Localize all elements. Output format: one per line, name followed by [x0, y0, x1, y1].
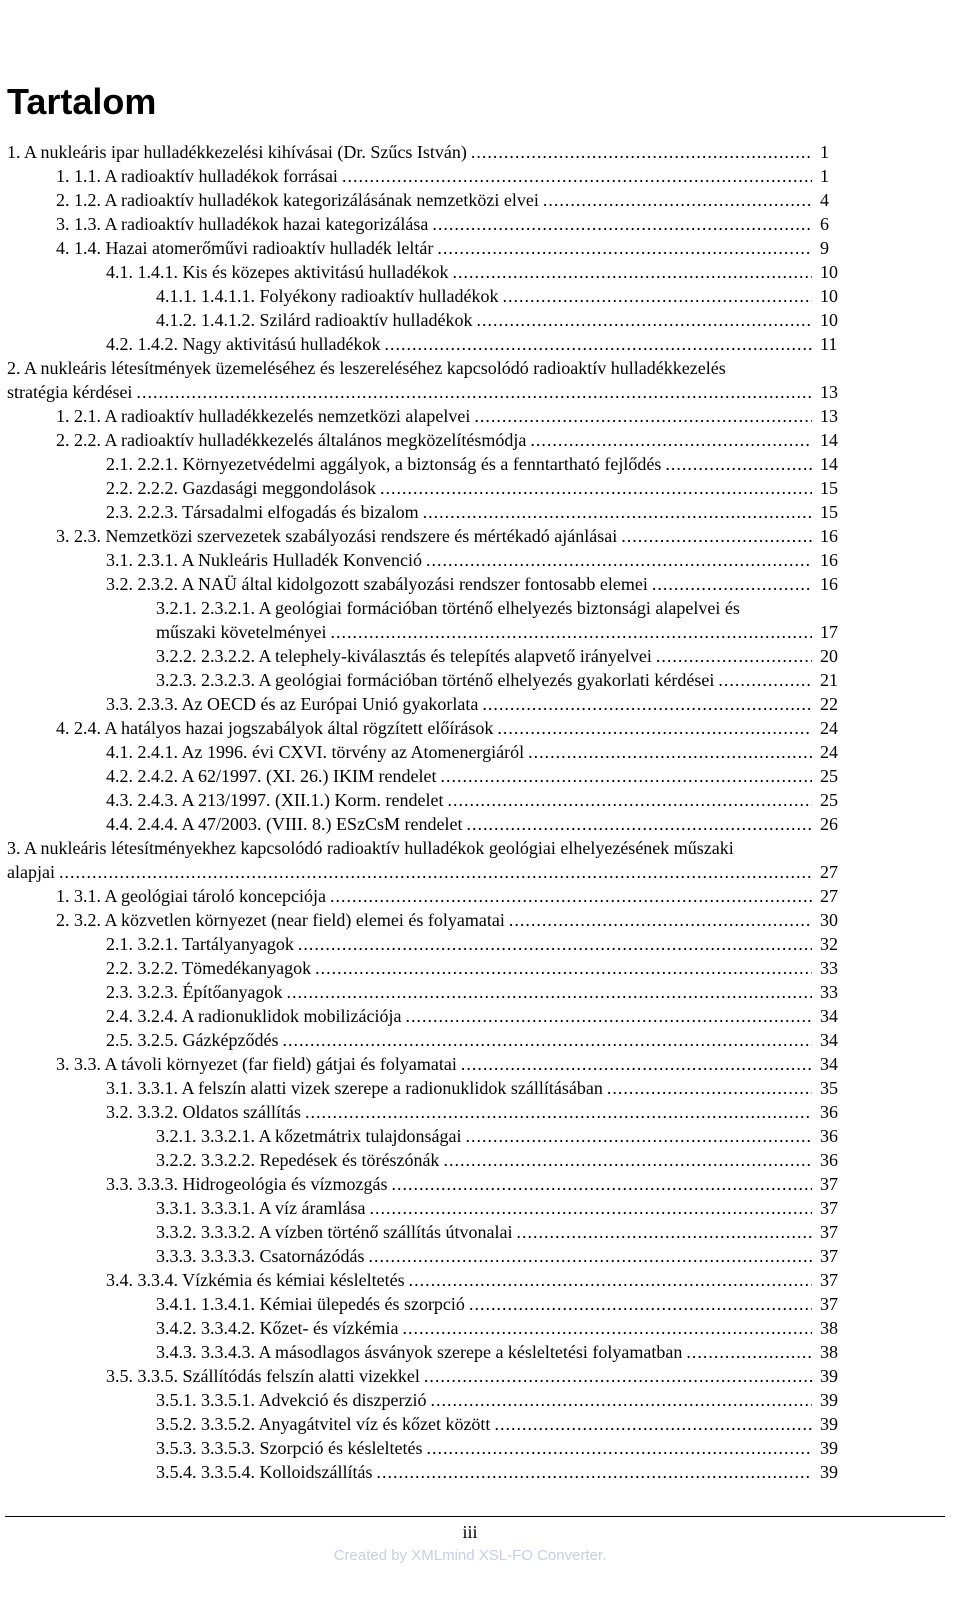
dot-leader — [528, 740, 812, 764]
toc-page-number: 10 — [820, 286, 838, 306]
footer-divider — [5, 1516, 945, 1517]
page-number: iii — [462, 1522, 478, 1542]
toc-page-number: 4 — [820, 190, 829, 210]
toc-page-number: 16 — [820, 574, 838, 594]
toc-entry-title: 2. 1.2. A radioaktív hulladékok kategorizálásának nemzetközi elvei — [56, 190, 539, 210]
page-title: Tartalom — [7, 81, 157, 122]
dot-leader — [497, 716, 812, 740]
toc-page-number: 24 — [820, 718, 838, 738]
toc-entry-title: 2.5. 3.2.5. Gázképződés — [106, 1030, 279, 1050]
toc-page-number: 33 — [820, 982, 838, 1002]
toc-entry-title: 3.5.4. 3.3.5.4. Kolloidszállítás — [156, 1462, 373, 1482]
toc-entry[interactable] — [156, 1124, 846, 1148]
dot-leader — [509, 908, 812, 932]
toc-entry-title: 3.1. 3.3.1. A felszín alatti vizek szerepe a radionuklidok szállításában — [106, 1078, 603, 1098]
dot-leader — [447, 788, 812, 812]
toc-entry[interactable] — [106, 1100, 846, 1124]
toc-page-number: 35 — [820, 1078, 838, 1098]
toc-entry-title: 3.1. 2.3.1. A Nukleáris Hulladék Konvenció — [106, 550, 422, 570]
toc-entry-title: 3.2.2. 3.3.2.2. Repedések és törészónák — [156, 1150, 440, 1170]
toc-entry[interactable] — [56, 164, 846, 188]
toc-entry-title: 2.3. 2.2.3. Társadalmi elfogadás és bizalom — [106, 502, 419, 522]
toc-page-number: 14 — [820, 430, 838, 450]
toc-page-number: 14 — [820, 454, 838, 474]
toc-entry[interactable] — [106, 572, 846, 596]
dot-leader — [380, 476, 812, 500]
toc-entry-title: 3.4.1. 1.3.4.1. Kémiai ülepedés és szorpció — [156, 1294, 465, 1314]
toc-page-number: 37 — [820, 1246, 838, 1266]
dot-leader — [376, 1460, 812, 1484]
toc-page-number: 11 — [820, 334, 838, 354]
toc-entry[interactable] — [56, 428, 846, 452]
dot-leader — [423, 500, 812, 524]
toc-entry-title: 3.5.2. 3.3.5.2. Anyagátvitel víz és kőzet között — [156, 1414, 491, 1434]
toc-page-number: 27 — [820, 862, 838, 882]
toc-entry[interactable] — [106, 1268, 846, 1292]
toc-entry-title: 3.2.1. 2.3.2.1. A geológiai formációban történő elhelyezés biztonsági alapelvei és — [156, 598, 740, 618]
dot-leader — [59, 860, 812, 884]
toc-page-number: 30 — [820, 910, 838, 930]
dot-leader — [461, 1052, 812, 1076]
converter-watermark: Created by XMLmind XSL-FO Converter. — [333, 1547, 607, 1564]
toc-entry-title: 3.4.3. 3.3.4.3. A másodlagos ásványok szerepe a késleltetési folyamatban — [156, 1342, 683, 1362]
toc-entry-title: 1. 2.1. A radioaktív hulladékkezelés nemzetközi alapelvei — [56, 406, 471, 426]
toc-entry-title: 3.3.3. 3.3.3.3. Csatornázódás — [156, 1246, 365, 1266]
toc-entry-title: 2.2. 2.2.2. Gazdasági meggondolások — [106, 478, 376, 498]
toc-entry[interactable] — [106, 740, 846, 764]
toc-page-number: 20 — [820, 646, 838, 666]
toc-entry-title: 3.3.2. 3.3.3.2. A vízben történő szállítás útvonalai — [156, 1222, 513, 1242]
toc-entry[interactable] — [106, 1028, 846, 1052]
dot-leader — [368, 1244, 812, 1268]
toc-entry-title: 3. A nukleáris létesítményekhez kapcsolódó radioaktív hulladékok geológiai elhelyezésének műszaki — [7, 838, 734, 858]
toc-entry[interactable] — [156, 1244, 846, 1268]
toc-page-number: 13 — [820, 406, 838, 426]
toc-page-number: 10 — [820, 310, 838, 330]
toc-entry-title: 1. A nukleáris ipar hulladékkezelési kihívásai (Dr. Szűcs István) — [7, 142, 467, 162]
toc-entry-title: 3.3. 3.3.3. Hidrogeológia és vízmozgás — [106, 1174, 388, 1194]
toc-entry-title: 3.4.2. 3.3.4.2. Kőzet- és vízkémia — [156, 1318, 399, 1338]
toc-entry[interactable] — [56, 236, 846, 260]
dot-leader — [465, 1124, 812, 1148]
toc-page-number: 21 — [820, 670, 838, 690]
dot-leader — [342, 164, 812, 188]
toc-page-number: 13 — [820, 382, 838, 402]
toc-page-number: 6 — [820, 214, 829, 234]
dot-leader — [305, 1100, 812, 1124]
toc-entry[interactable] — [156, 1220, 846, 1244]
toc-entry-title: 1. 3.1. A geológiai tároló koncepciója — [56, 886, 326, 906]
toc-entry-title-continuation: stratégia kérdései — [7, 382, 133, 402]
dot-leader — [443, 1148, 812, 1172]
toc-entry[interactable] — [156, 1388, 846, 1412]
dot-leader — [718, 668, 812, 692]
dot-leader — [543, 188, 812, 212]
toc-page-number: 25 — [820, 766, 838, 786]
toc-entry[interactable] — [156, 1436, 846, 1460]
toc-entry[interactable] — [106, 788, 846, 812]
toc-entry-title: 3.3.1. 3.3.3.1. A víz áramlása — [156, 1198, 366, 1218]
toc-entry[interactable] — [156, 596, 846, 644]
toc-page-number: 32 — [820, 934, 838, 954]
dot-leader — [432, 212, 812, 236]
dot-leader — [530, 428, 812, 452]
toc-entry[interactable] — [56, 908, 846, 932]
toc-page-number: 27 — [820, 886, 838, 906]
dot-leader — [409, 1268, 812, 1292]
dot-leader — [384, 332, 812, 356]
toc-entry-title: 2.2. 3.2.2. Tömedékanyagok — [106, 958, 312, 978]
toc-entry-title: 4.2. 2.4.2. A 62/1997. (XI. 26.) IKIM rendelet — [106, 766, 437, 786]
toc-entry[interactable] — [156, 284, 846, 308]
toc-entry-title: 4.2. 1.4.2. Nagy aktivitású hulladékok — [106, 334, 381, 354]
dot-leader — [607, 1076, 812, 1100]
toc-page-number: 15 — [820, 502, 838, 522]
toc-entry[interactable] — [106, 932, 846, 956]
toc-entry-title: 4.1.2. 1.4.1.2. Szilárd radioaktív hulladékok — [156, 310, 473, 330]
dot-leader — [405, 1004, 812, 1028]
dot-leader — [516, 1220, 812, 1244]
toc-entry[interactable] — [56, 404, 846, 428]
toc-entry-title: 3.5.3. 3.3.5.3. Szorpció és késleltetés — [156, 1438, 423, 1458]
toc-page-number: 34 — [820, 1030, 838, 1050]
toc-entry-title: 4. 2.4. A hatályos hazai jogszabályok által rögzített előírások — [56, 718, 494, 738]
toc-entry-title: 3. 1.3. A radioaktív hulladékok hazai kategorizálása — [56, 214, 429, 234]
toc-page-number: 15 — [820, 478, 838, 498]
toc-entry[interactable] — [56, 1052, 846, 1076]
toc-entry[interactable] — [106, 452, 846, 476]
toc-entry-title: 4.4. 2.4.4. A 47/2003. (VIII. 8.) ESzCsM rendelet — [106, 814, 463, 834]
toc-entry-title: 1. 1.1. A radioaktív hulladékok forrásai — [56, 166, 338, 186]
toc-entry[interactable] — [106, 1004, 846, 1028]
toc-entry[interactable] — [106, 980, 846, 1004]
toc-entry[interactable] — [106, 500, 846, 524]
toc-entry-title: 3.2.2. 2.3.2.2. A telephely-kiválasztás és telepítés alapvető irányelvei — [156, 646, 652, 666]
toc-entry[interactable] — [56, 884, 846, 908]
toc-entry[interactable] — [156, 1196, 846, 1220]
toc-entry[interactable] — [56, 212, 846, 236]
dot-leader — [502, 284, 812, 308]
dot-leader — [656, 644, 812, 668]
toc-entry[interactable] — [106, 260, 846, 284]
toc-entry[interactable] — [106, 332, 846, 356]
toc-entry-title: 3.2. 3.3.2. Oldatos szállítás — [106, 1102, 301, 1122]
toc-entry[interactable] — [106, 476, 846, 500]
toc-page-number: 1 — [820, 166, 829, 186]
toc-entry[interactable] — [7, 356, 846, 404]
toc-entry[interactable] — [156, 1148, 846, 1172]
toc-page-number: 34 — [820, 1006, 838, 1026]
toc-page-number: 37 — [820, 1270, 838, 1290]
toc-page-number: 37 — [820, 1222, 838, 1242]
toc-page-number: 36 — [820, 1150, 838, 1170]
toc-entry-title: 2.3. 3.2.3. Építőanyagok — [106, 982, 283, 1002]
dot-leader — [686, 1340, 812, 1364]
toc-entry[interactable] — [156, 1412, 846, 1436]
toc-page-number: 25 — [820, 790, 838, 810]
toc-page-number: 22 — [820, 694, 838, 714]
toc-page-number: 39 — [820, 1366, 838, 1386]
toc-page-number: 1 — [820, 142, 829, 162]
toc-entry[interactable] — [156, 644, 846, 668]
toc-entry-title: 3. 3.3. A távoli környezet (far field) gátjai és folyamatai — [56, 1054, 457, 1074]
toc-entry[interactable] — [106, 956, 846, 980]
toc-entry[interactable] — [7, 140, 846, 164]
toc-page-number: 10 — [820, 262, 838, 282]
dot-leader — [476, 308, 812, 332]
dot-leader — [402, 1316, 812, 1340]
toc-entry-title: 4. 1.4. Hazai atomerőművi radioaktív hulladék leltár — [56, 238, 434, 258]
dot-leader — [298, 932, 812, 956]
dot-leader — [652, 572, 812, 596]
toc-entry[interactable] — [7, 836, 846, 884]
toc-page-number: 37 — [820, 1174, 838, 1194]
toc-entry-title: 2.4. 3.2.4. A radionuklidok mobilizációja — [106, 1006, 402, 1026]
dot-leader — [665, 452, 812, 476]
toc-entry-title: 4.1.1. 1.4.1.1. Folyékony radioaktív hulladékok — [156, 286, 499, 306]
dot-leader — [469, 1292, 812, 1316]
toc-entry[interactable] — [156, 1316, 846, 1340]
dot-leader — [282, 1028, 812, 1052]
dot-leader — [424, 1364, 812, 1388]
dot-leader — [494, 1412, 812, 1436]
toc-page-number: 39 — [820, 1390, 838, 1410]
toc-page-number: 16 — [820, 526, 838, 546]
toc-entry[interactable] — [156, 1340, 846, 1364]
toc-entry[interactable] — [156, 308, 846, 332]
toc-entry-title: 3.2.1. 3.3.2.1. A kőzetmátrix tulajdonságai — [156, 1126, 462, 1146]
dot-leader — [430, 1388, 812, 1412]
toc-entry[interactable] — [156, 1460, 846, 1484]
toc-entry[interactable] — [156, 1292, 846, 1316]
toc-entry-title: 4.1. 1.4.1. Kis és közepes aktivitású hulladékok — [106, 262, 449, 282]
dot-leader — [426, 1436, 812, 1460]
dot-leader — [621, 524, 812, 548]
toc-entry-title: 3.3. 2.3.3. Az OECD és az Európai Unió gyakorlata — [106, 694, 479, 714]
dot-leader — [369, 1196, 812, 1220]
toc-entry[interactable] — [106, 1364, 846, 1388]
toc-page-number: 17 — [820, 622, 838, 642]
toc-entry[interactable] — [56, 188, 846, 212]
toc-page-number: 33 — [820, 958, 838, 978]
toc-entry-title: 2.1. 3.2.1. Tartályanyagok — [106, 934, 294, 954]
toc-page-number: 34 — [820, 1054, 838, 1074]
toc-page-number: 36 — [820, 1126, 838, 1146]
dot-leader — [136, 380, 812, 404]
toc-entry[interactable] — [106, 764, 846, 788]
toc-page-number: 38 — [820, 1342, 838, 1362]
toc-entry-title: 2.1. 2.2.1. Környezetvédelmi aggályok, a biztonság és a fenntartható fejlődés — [106, 454, 662, 474]
toc-page-number: 16 — [820, 550, 838, 570]
table-of-contents — [0, 140, 960, 1484]
dot-leader — [330, 884, 812, 908]
dot-leader — [466, 812, 812, 836]
toc-entry[interactable] — [106, 1172, 846, 1196]
toc-entry-title: 4.3. 2.4.3. A 213/1997. (XII.1.) Korm. rendelet — [106, 790, 444, 810]
toc-page-number: 9 — [820, 238, 829, 258]
dot-leader — [482, 692, 812, 716]
toc-entry[interactable] — [106, 692, 846, 716]
toc-entry[interactable] — [106, 1076, 846, 1100]
toc-entry-title: 3. 2.3. Nemzetközi szervezetek szabályozási rendszere és mértékadó ajánlásai — [56, 526, 618, 546]
dot-leader — [471, 140, 812, 164]
toc-entry-title: 3.5. 3.3.5. Szállítódás felszín alatti vizekkel — [106, 1366, 420, 1386]
dot-leader — [452, 260, 812, 284]
toc-entry-title-continuation: műszaki követelményei — [156, 622, 327, 642]
toc-page-number: 37 — [820, 1198, 838, 1218]
toc-entry[interactable] — [106, 548, 846, 572]
toc-entry[interactable] — [56, 716, 846, 740]
toc-page-number: 24 — [820, 742, 838, 762]
toc-entry-title: 3.4. 3.3.4. Vízkémia és kémiai késleltetés — [106, 1270, 405, 1290]
dot-leader — [437, 236, 812, 260]
dot-leader — [426, 548, 812, 572]
toc-entry-title: 3.2.3. 2.3.2.3. A geológiai formációban történő elhelyezés gyakorlati kérdései — [156, 670, 715, 690]
dot-leader — [440, 764, 812, 788]
dot-leader — [286, 980, 812, 1004]
toc-entry-title: 3.5.1. 3.3.5.1. Advekció és diszperzió — [156, 1390, 427, 1410]
toc-entry-title: 2. 3.2. A közvetlen környezet (near field) elemei és folyamatai — [56, 910, 505, 930]
toc-page-number: 39 — [820, 1438, 838, 1458]
toc-entry-title-continuation: alapjai — [7, 862, 55, 882]
dot-leader — [391, 1172, 812, 1196]
toc-entry[interactable] — [56, 524, 846, 548]
toc-entry-title: 2. A nukleáris létesítmények üzemeléséhez és leszereléséhez kapcsolódó radioaktív hulladékkezelés — [7, 358, 726, 378]
dot-leader — [330, 620, 812, 644]
toc-page-number: 36 — [820, 1102, 838, 1122]
toc-page-number: 39 — [820, 1462, 838, 1482]
toc-page-number: 39 — [820, 1414, 838, 1434]
toc-entry[interactable] — [106, 812, 846, 836]
dot-leader — [315, 956, 812, 980]
toc-entry-title: 4.1. 2.4.1. Az 1996. évi CXVI. törvény az Atomenergiáról — [106, 742, 525, 762]
toc-entry-title: 2. 2.2. A radioaktív hulladékkezelés általános megközelítésmódja — [56, 430, 527, 450]
dot-leader — [474, 404, 812, 428]
toc-page-number: 26 — [820, 814, 838, 834]
toc-page-number: 38 — [820, 1318, 838, 1338]
toc-page-number: 37 — [820, 1294, 838, 1314]
toc-entry-title: 3.2. 2.3.2. A NAÜ által kidolgozott szabályozási rendszer fontosabb elemei — [106, 574, 648, 594]
toc-entry[interactable] — [156, 668, 846, 692]
